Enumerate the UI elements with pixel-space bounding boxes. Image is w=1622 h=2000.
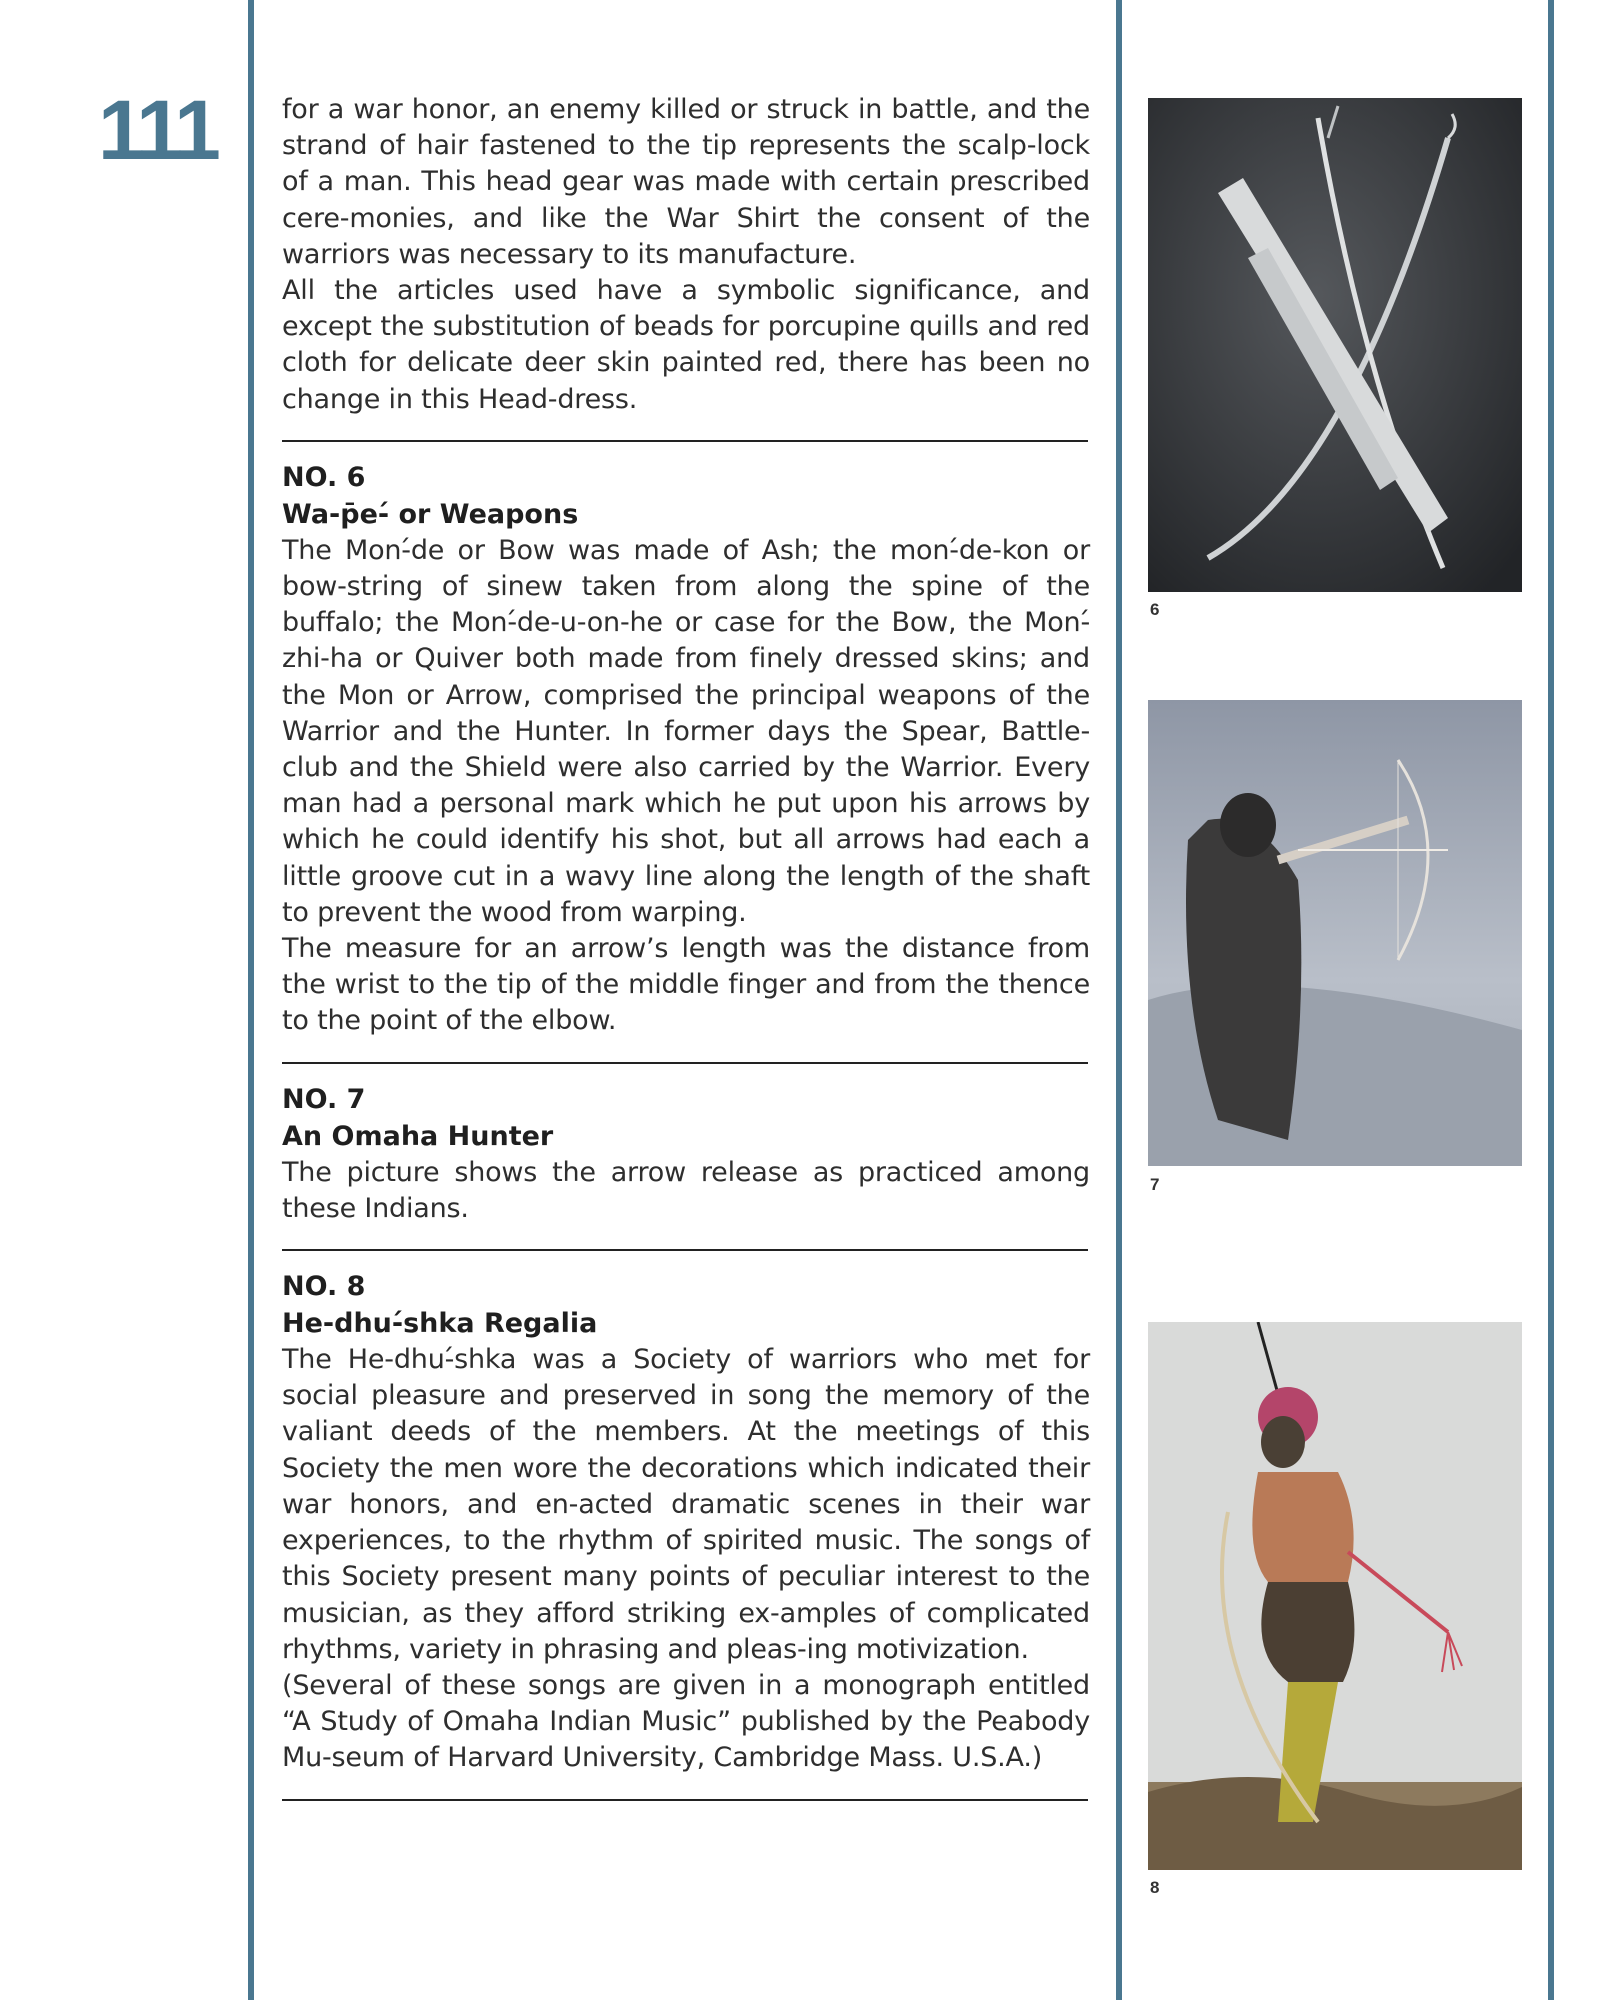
- section-no-8: [282, 1269, 1090, 1776]
- intro-paragraph: All the articles used have a symbolic significance, and except the substitution of beads for porcupine quills and red cloth for delicate deer skin painted red, there has been no change in this Head-dress.: [282, 275, 1090, 415]
- section-divider: [282, 440, 1088, 442]
- section-no-6: [282, 460, 1090, 1040]
- section-title: Wa-p̄e-́ or Weapons: [282, 498, 579, 530]
- section-number: NO. 6: [282, 461, 366, 493]
- intro-paragraph: for a war honor, an enemy killed or struck in battle, and the strand of hair fastened to the tip represents the scalp-lock of a man. This head gear was made with certain prescribed cere-monies, and like the War Shirt the consent of the warriors was necessary to its manufacture.: [282, 94, 1090, 270]
- section-divider: [282, 1062, 1088, 1064]
- left-column-rule: [248, 0, 254, 2000]
- section-paragraph: The He-dhu-́shka was a Society of warriors who met for social pleasure and preserved in song the memory of the valiant deeds of the members. At the meetings of this Society the men wore the decorations which indicated their war honors, and en-acted dramatic scenes in their war experiences, to the rhythm of spirited music. The songs of this Society present many points of peculiar interest to the musician, as they afford striking ex-amples of complicated rhythms, variety in phrasing and pleas-ing motivization.: [282, 1344, 1090, 1665]
- archer-photo-icon: [1148, 700, 1522, 1166]
- regalia-photo-icon: [1148, 1322, 1522, 1870]
- section-paragraph: The Mon-́de or Bow was made of Ash; the mon-́de-kon or bow-string of sinew taken from along the spine of the buffalo; the Mon-́de-u-on-he or case for the Bow, the Mon-́zhi-ha or Quiver both made from finely dressed skins; and the Mon or Arrow, comprised the principal weapons of the Warrior and the Hunter. In former days the Spear, Battle-club and the Shield were also carried by the Warrior. Every man had a personal mark which he put upon his arrows by which he could identify his shot, but all arrows had each a little groove cut in a wavy line along the length of the shaft to prevent the wood from warping.: [282, 534, 1090, 928]
- text-column: [282, 92, 1090, 1819]
- section-paragraph: The picture shows the arrow release as practiced among these Indians.: [282, 1156, 1090, 1224]
- section-paragraph: The measure for an arrow’s length was the distance from the wrist to the tip of the middle finger and from the thence to the point of the elbow.: [282, 933, 1090, 1037]
- middle-column-rule: [1116, 0, 1122, 2000]
- figure-caption: 8: [1150, 1878, 1160, 1897]
- section-number: NO. 7: [282, 1083, 366, 1115]
- section-divider: [282, 1799, 1088, 1801]
- section-title: He-dhu-́shka Regalia: [282, 1308, 598, 1340]
- bow-quiver-photo-icon: [1148, 98, 1522, 592]
- section-no-7: [282, 1082, 1090, 1227]
- page-number: 111: [98, 83, 217, 177]
- figure-caption: 6: [1150, 600, 1160, 619]
- section-title: An Omaha Hunter: [282, 1120, 554, 1152]
- figure-caption: 7: [1150, 1175, 1160, 1194]
- section-number: NO. 8: [282, 1271, 366, 1303]
- section-divider: [282, 1249, 1088, 1251]
- section-paragraph: (Several of these songs are given in a monograph entitled “A Study of Omaha Indian Music” published by the Peabody Mu-seum of Harvard University, Cambridge Mass. U.S.A.): [282, 1669, 1090, 1774]
- right-column-rule: [1548, 0, 1554, 2000]
